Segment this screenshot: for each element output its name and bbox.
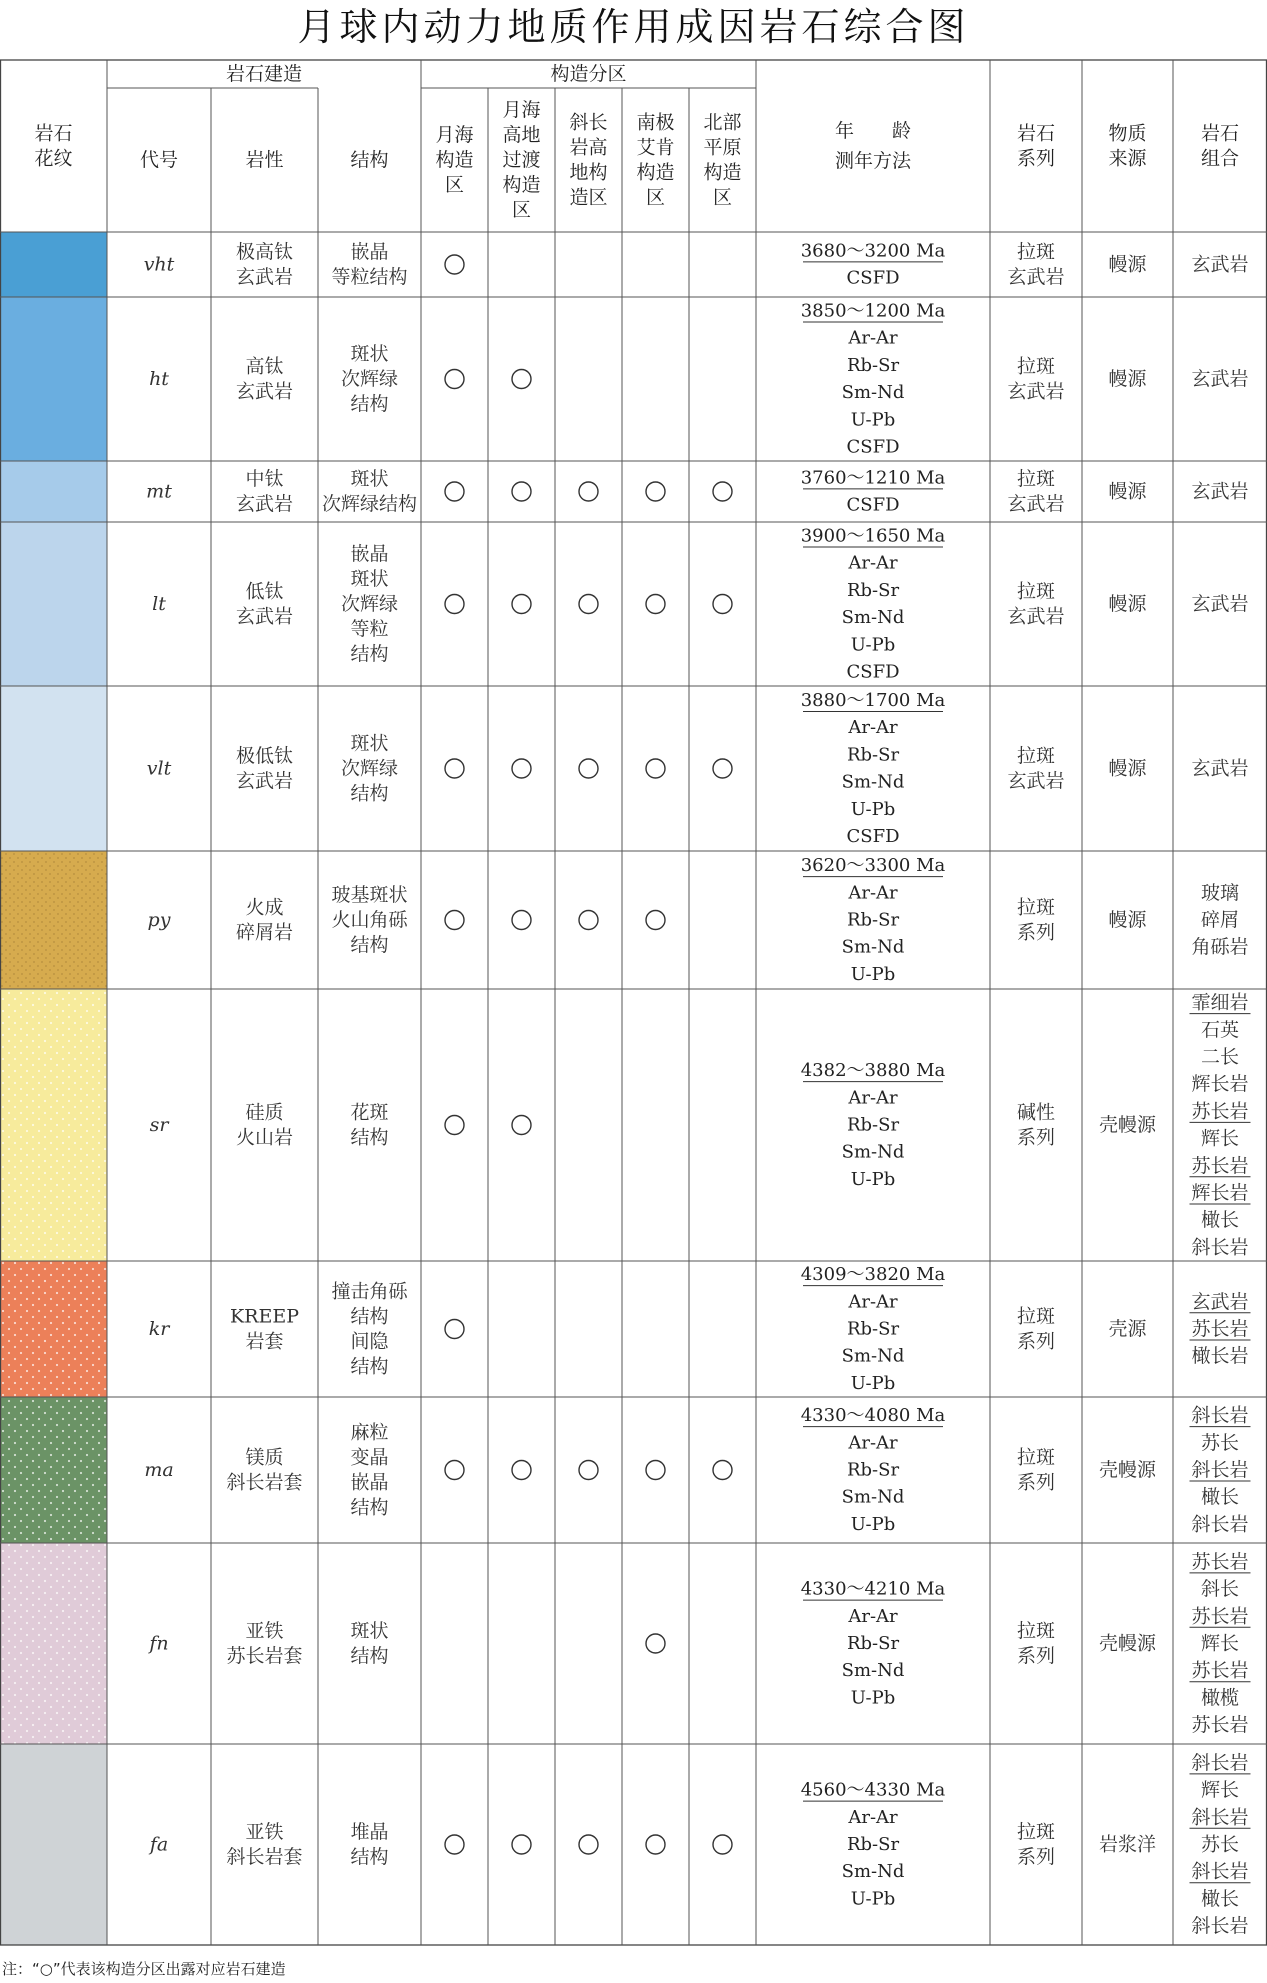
occurrence-circle [579,1835,598,1854]
row-dating-method: Sm-Nd [841,936,905,958]
row-lithology: 玄武岩 [235,380,294,403]
header-code: 代号 [139,149,179,171]
row-lithology: 极高钛 [235,241,294,263]
header-age: 年 龄 [834,120,912,142]
pattern-swatch [0,232,107,297]
header-assemblage: 组合 [1200,147,1240,170]
row-structure: 斑状 [350,468,389,490]
row-dating-method: Sm-Nd [841,1486,905,1508]
row-source: 幔源 [1108,909,1147,931]
row-age-range: 3680～3200 Ma [800,240,946,262]
row-source: 壳幔源 [1098,1114,1157,1136]
row-series: 玄武岩 [1007,380,1065,403]
occurrence-circle [713,595,732,614]
row-assemblage-item: 苏长岩 [1191,1154,1249,1177]
row-assemblage-item: 碎屑 [1200,909,1240,931]
pattern-texture [0,1543,107,1744]
row-lithology: 火成 [245,896,284,919]
row-dating-method: U-Pb [850,634,896,656]
row-source: 壳源 [1108,1318,1147,1340]
row-assemblage-item: 二长 [1200,1046,1240,1068]
row-structure: 花斑 [350,1101,389,1124]
occurrence-circle [646,1634,665,1653]
row-dating-method: U-Pb [850,1372,896,1394]
row-series: 玄武岩 [1007,605,1065,628]
occurrence-circle [512,1116,531,1135]
row-lithology: 苏长岩套 [226,1645,303,1667]
occurrence-circle [445,1461,464,1480]
row-code: vlt [146,757,172,780]
row-structure: 撞击角砾 [331,1280,408,1303]
row-structure: 嵌晶 [350,1471,389,1494]
header-formation: 岩石建造 [225,63,303,85]
row-structure: 斑状 [350,1620,389,1642]
row-age-range: 3760～1210 Ma [800,467,946,489]
row-structure: 结构 [350,1305,389,1328]
header-zone-2: 构造 [502,174,541,196]
row-lithology: 玄武岩 [235,493,294,515]
row-assemblage-item: 辉长 [1200,1779,1240,1802]
occurrence-circle [512,595,531,614]
row-code: fn [149,1632,169,1655]
occurrence-circle [713,759,732,778]
row-dating-method: U-Pb [850,1168,896,1190]
occurrence-circle [445,911,464,930]
row-structure: 嵌晶 [350,543,389,565]
table-frame [1,60,1267,1945]
row-lithology: 碎屑岩 [235,921,294,944]
row-dating-method: Rb-Sr [846,1834,900,1855]
row-structure: 堆晶 [350,1821,389,1843]
row-structure: 火山角砾 [331,909,408,931]
row-code: py [147,909,171,931]
occurrence-circle [579,482,598,501]
row-code: sr [149,1114,169,1136]
header-age: 测年方法 [834,150,912,172]
pattern-texture [0,989,107,1261]
row-lithology: 高钛 [245,355,284,378]
header-zone-4: 南极 [636,111,675,134]
row-lithology: 镁质 [245,1446,284,1469]
row-assemblage-item: 玄武岩 [1191,1290,1249,1313]
row-assemblage-item: 斜长岩 [1191,1236,1249,1259]
row-dating-method: Sm-Nd [841,1345,905,1367]
row-code: fa [149,1833,169,1856]
row-dating-method: Ar-Ar [848,1087,898,1109]
header-zone-3: 地构 [569,161,608,184]
pattern-texture [0,1261,107,1397]
row-dating-method: U-Pb [850,409,896,431]
row-structure: 斑状 [350,732,389,755]
row-lithology: 硅质 [245,1101,284,1124]
row-series: 拉斑 [1016,1620,1056,1642]
row-lithology: 玄武岩 [235,770,294,792]
row-lithology: 斜长岩套 [226,1846,303,1868]
row-dating-method: CSFD [846,267,900,289]
header-zones: 构造分区 [550,63,627,85]
row-assemblage-item: 苏长岩 [1191,1100,1249,1123]
row-structure: 斑状 [350,343,389,365]
row-structure: 斑状 [350,568,389,590]
header-zone-5: 区 [712,186,733,209]
row-source: 岩浆洋 [1098,1833,1157,1856]
occurrence-circle [579,759,598,778]
occurrence-circle [512,1461,531,1480]
row-series: 系列 [1016,1471,1056,1494]
row-code: lt [152,593,166,615]
occurrence-circle [646,1461,665,1480]
row-assemblage-item: 苏长岩 [1191,1318,1249,1340]
page-title: 月球内动力地质作用成因岩石综合图 [297,5,970,49]
header-lithology: 岩性 [245,149,284,171]
rock-table [0,58,1267,1958]
row-assemblage-item: 斜长岩 [1191,1459,1249,1481]
row-assemblage-item: 橄长 [1200,1209,1240,1232]
row-assemblage-item: 斜长岩 [1191,1915,1249,1938]
row-structure: 间隐 [350,1330,389,1353]
row-assemblage-item: 玄武岩 [1191,368,1249,390]
row-code: kr [148,1318,170,1340]
row-dating-method: CSFD [846,826,900,847]
row-series: 玄武岩 [1007,266,1065,288]
row-assemblage-item: 斜长岩 [1191,1806,1249,1829]
row-structure: 次辉绿 [340,757,399,780]
occurrence-circle [445,759,464,778]
row-dating-method: U-Pb [850,1513,896,1535]
header-assemblage: 岩石 [1200,122,1240,145]
row-series: 拉斑 [1016,1305,1056,1328]
row-assemblage-item: 斜长岩 [1191,1404,1249,1427]
row-dating-method: U-Pb [850,1888,896,1910]
row-structure: 等粒结构 [331,266,408,288]
row-assemblage-item: 橄长岩 [1191,1345,1249,1368]
row-age-range: 3880～1700 Ma [800,690,946,711]
occurrence-circle [713,1835,732,1854]
row-structure: 结构 [350,1496,389,1519]
row-dating-method: Sm-Nd [841,1861,905,1883]
row-lithology: 火山岩 [235,1126,294,1149]
occurrence-circle [646,482,665,501]
row-age-range: 3850～1200 Ma [800,300,946,322]
header-zone-5: 构造 [703,161,742,184]
header-zone-2: 月海 [502,99,541,121]
row-lithology: 玄武岩 [235,605,294,628]
header-zone-3: 斜长 [569,111,608,134]
header-zone-2: 过渡 [502,149,541,171]
row-dating-method: Ar-Ar [848,327,898,349]
row-dating-method: Sm-Nd [841,1141,905,1163]
row-lithology: 极低钛 [235,745,294,767]
row-assemblage-item: 橄长 [1200,1887,1240,1910]
occurrence-circle [579,1461,598,1480]
row-dating-method: Rb-Sr [846,354,900,376]
row-series: 系列 [1016,1126,1056,1149]
row-series: 系列 [1016,1846,1056,1868]
row-source: 幔源 [1108,757,1147,780]
row-dating-method: Sm-Nd [841,1660,905,1682]
row-dating-method: CSFD [846,494,900,516]
row-assemblage-item: 霏细岩 [1191,991,1249,1014]
row-age-range: 3620～3300 Ma [800,855,946,877]
header-zone-4: 构造 [636,161,675,184]
row-assemblage-item: 辉长 [1200,1127,1240,1150]
row-structure: 结构 [350,934,389,956]
header-zone-1: 构造 [435,149,474,171]
row-dating-method: Ar-Ar [848,1806,898,1828]
occurrence-circle [646,759,665,778]
row-assemblage-item: 玄武岩 [1191,480,1249,503]
row-assemblage-item: 玄武岩 [1191,593,1249,615]
row-dating-method: Sm-Nd [841,771,905,793]
pattern-swatch [0,297,107,461]
header-zone-1: 月海 [435,124,474,146]
row-dating-method: Sm-Nd [841,382,905,404]
header-zone-3: 岩高 [569,136,608,159]
row-structure: 结构 [350,1126,389,1149]
row-code: mt [146,480,172,503]
row-assemblage-item: 橄长 [1200,1486,1240,1509]
row-dating-method: Ar-Ar [848,882,898,904]
row-series: 系列 [1016,921,1056,944]
occurrence-circle [445,370,464,389]
row-structure: 次辉绿 [340,593,399,615]
row-series: 拉斑 [1016,1446,1056,1469]
occurrence-circle [445,482,464,501]
row-series: 拉斑 [1016,745,1056,767]
header-zone-4: 艾肯 [636,136,675,159]
occurrence-circle [646,911,665,930]
header-zone-5: 北部 [703,111,742,134]
occurrence-circle [713,1461,732,1480]
row-structure: 等粒 [350,618,389,640]
row-lithology: 中钛 [245,468,284,490]
occurrence-circle [445,1116,464,1135]
row-assemblage-item: 斜长岩 [1191,1860,1249,1883]
row-assemblage-item: 苏长 [1200,1833,1240,1856]
occurrence-circle [579,595,598,614]
row-assemblage-item: 斜长岩 [1191,1513,1249,1536]
row-assemblage-item: 玄武岩 [1191,253,1249,276]
header-zone-1: 区 [444,174,465,196]
row-lithology: 斜长岩套 [226,1471,303,1494]
row-series: 拉斑 [1016,1821,1056,1843]
row-code: ma [144,1459,174,1481]
row-assemblage-item: 苏长岩 [1191,1605,1249,1628]
row-age-range: 3900～1650 Ma [800,525,946,547]
row-dating-method: Ar-Ar [848,1291,898,1313]
row-dating-method: Ar-Ar [848,1432,898,1454]
row-source: 幔源 [1108,368,1147,390]
row-structure: 次辉绿结构 [321,493,418,515]
row-assemblage-item: 斜长岩 [1191,1751,1249,1774]
row-lithology: 亚铁 [245,1620,284,1642]
header-series: 岩石 [1016,122,1056,145]
row-series: 拉斑 [1016,241,1056,263]
row-assemblage-item: 苏长 [1200,1431,1240,1454]
row-structure: 次辉绿 [340,368,399,390]
occurrence-circle [512,1835,531,1854]
row-structure: 结构 [350,643,389,665]
row-assemblage-item: 辉长岩 [1191,1182,1249,1204]
row-dating-method: U-Pb [850,1687,896,1709]
row-assemblage-item: 苏长岩 [1191,1659,1249,1682]
row-source: 壳幔源 [1098,1459,1157,1481]
row-source: 幔源 [1108,253,1147,276]
row-code: vht [143,253,175,276]
row-dating-method: Rb-Sr [846,1459,900,1481]
row-structure: 嵌晶 [350,241,389,263]
row-dating-method: Sm-Nd [841,607,905,629]
pattern-swatch [0,522,107,686]
row-dating-method: CSFD [846,661,900,683]
row-series: 拉斑 [1016,580,1056,603]
occurrence-circle [445,255,464,274]
row-structure: 结构 [350,393,389,415]
row-assemblage-item: 苏长岩 [1191,1550,1249,1573]
row-assemblage-item: 橄榄 [1200,1686,1240,1709]
header-zone-2: 区 [511,199,532,221]
row-structure: 变晶 [350,1446,389,1469]
row-dating-method: Ar-Ar [848,1605,898,1627]
row-assemblage-item: 玻璃 [1200,881,1240,904]
row-code: ht [149,368,169,390]
row-structure: 结构 [350,1355,389,1378]
header-source: 物质 [1108,122,1147,145]
header-zone-5: 平原 [703,136,742,159]
row-assemblage-item: 角砾岩 [1191,936,1249,959]
row-dating-method: Rb-Sr [846,1114,900,1136]
header-zone-2: 高地 [502,124,541,146]
row-structure: 麻粒 [350,1421,389,1444]
row-age-range: 4560～4330 Ma [800,1779,946,1801]
row-structure: 结构 [350,1645,389,1667]
row-lithology: KREEP [229,1305,300,1328]
occurrence-circle [445,595,464,614]
row-series: 系列 [1016,1330,1056,1353]
row-dating-method: Ar-Ar [848,552,898,574]
row-dating-method: U-Pb [850,963,896,985]
row-structure: 结构 [350,1846,389,1868]
occurrence-circle [445,1835,464,1854]
occurrence-circle [646,595,665,614]
pattern-texture [0,1397,107,1543]
row-assemblage-item: 斜长 [1200,1578,1240,1601]
row-series: 碱性 [1016,1101,1056,1124]
row-age-range: 4330～4080 Ma [800,1405,946,1427]
row-source: 幔源 [1108,593,1147,615]
row-structure: 玻基斑状 [331,884,408,906]
occurrence-circle [512,482,531,501]
pattern-swatch [0,461,107,522]
header-zone-3: 造区 [569,186,608,209]
occurrence-circle [646,1835,665,1854]
row-dating-method: Ar-Ar [848,717,898,739]
header-zone-4: 区 [645,186,666,209]
row-assemblage-item: 玄武岩 [1191,757,1249,780]
row-age-range: 4309～3820 Ma [800,1264,946,1286]
pattern-texture [0,851,107,989]
row-series: 拉斑 [1016,468,1056,490]
row-assemblage-item: 苏长岩 [1191,1714,1249,1737]
row-dating-method: Rb-Sr [846,744,900,766]
row-source: 幔源 [1108,480,1147,503]
row-series: 玄武岩 [1007,770,1065,792]
occurrence-circle [512,370,531,389]
row-lithology: 亚铁 [245,1821,284,1843]
row-series: 拉斑 [1016,896,1056,919]
row-assemblage-item: 辉长岩 [1191,1073,1249,1096]
row-series: 玄武岩 [1007,493,1065,515]
row-assemblage-item: 石英 [1200,1018,1240,1041]
row-structure: 结构 [350,782,389,805]
header-source: 来源 [1108,147,1147,170]
row-dating-method: Rb-Sr [846,909,900,931]
occurrence-circle [512,911,531,930]
pattern-swatch [0,686,107,851]
header-pattern: 岩石 [34,122,73,145]
row-series: 拉斑 [1016,355,1056,378]
header-structure: 结构 [350,149,389,171]
row-dating-method: CSFD [846,436,900,458]
row-lithology: 玄武岩 [235,266,294,288]
occurrence-circle [445,1320,464,1339]
row-series: 系列 [1016,1645,1056,1667]
row-dating-method: U-Pb [850,798,896,820]
row-dating-method: Rb-Sr [846,1633,900,1654]
row-source: 壳幔源 [1098,1632,1157,1655]
row-lithology: 岩套 [245,1330,284,1353]
row-assemblage-item: 辉长 [1200,1632,1240,1655]
header-series: 系列 [1016,147,1056,170]
row-age-range: 4382～3880 Ma [800,1060,946,1082]
row-lithology: 低钛 [245,580,284,603]
footnote: 注：“○”代表该构造分区出露对应岩石建造 [2,1960,286,1978]
row-age-range: 4330～4210 Ma [800,1578,946,1600]
occurrence-circle [512,759,531,778]
row-dating-method: Rb-Sr [846,579,900,601]
header-pattern: 花纹 [34,147,73,170]
pattern-swatch [0,1744,107,1945]
occurrence-circle [579,911,598,930]
occurrence-circle [713,482,732,501]
row-dating-method: Rb-Sr [846,1318,900,1340]
